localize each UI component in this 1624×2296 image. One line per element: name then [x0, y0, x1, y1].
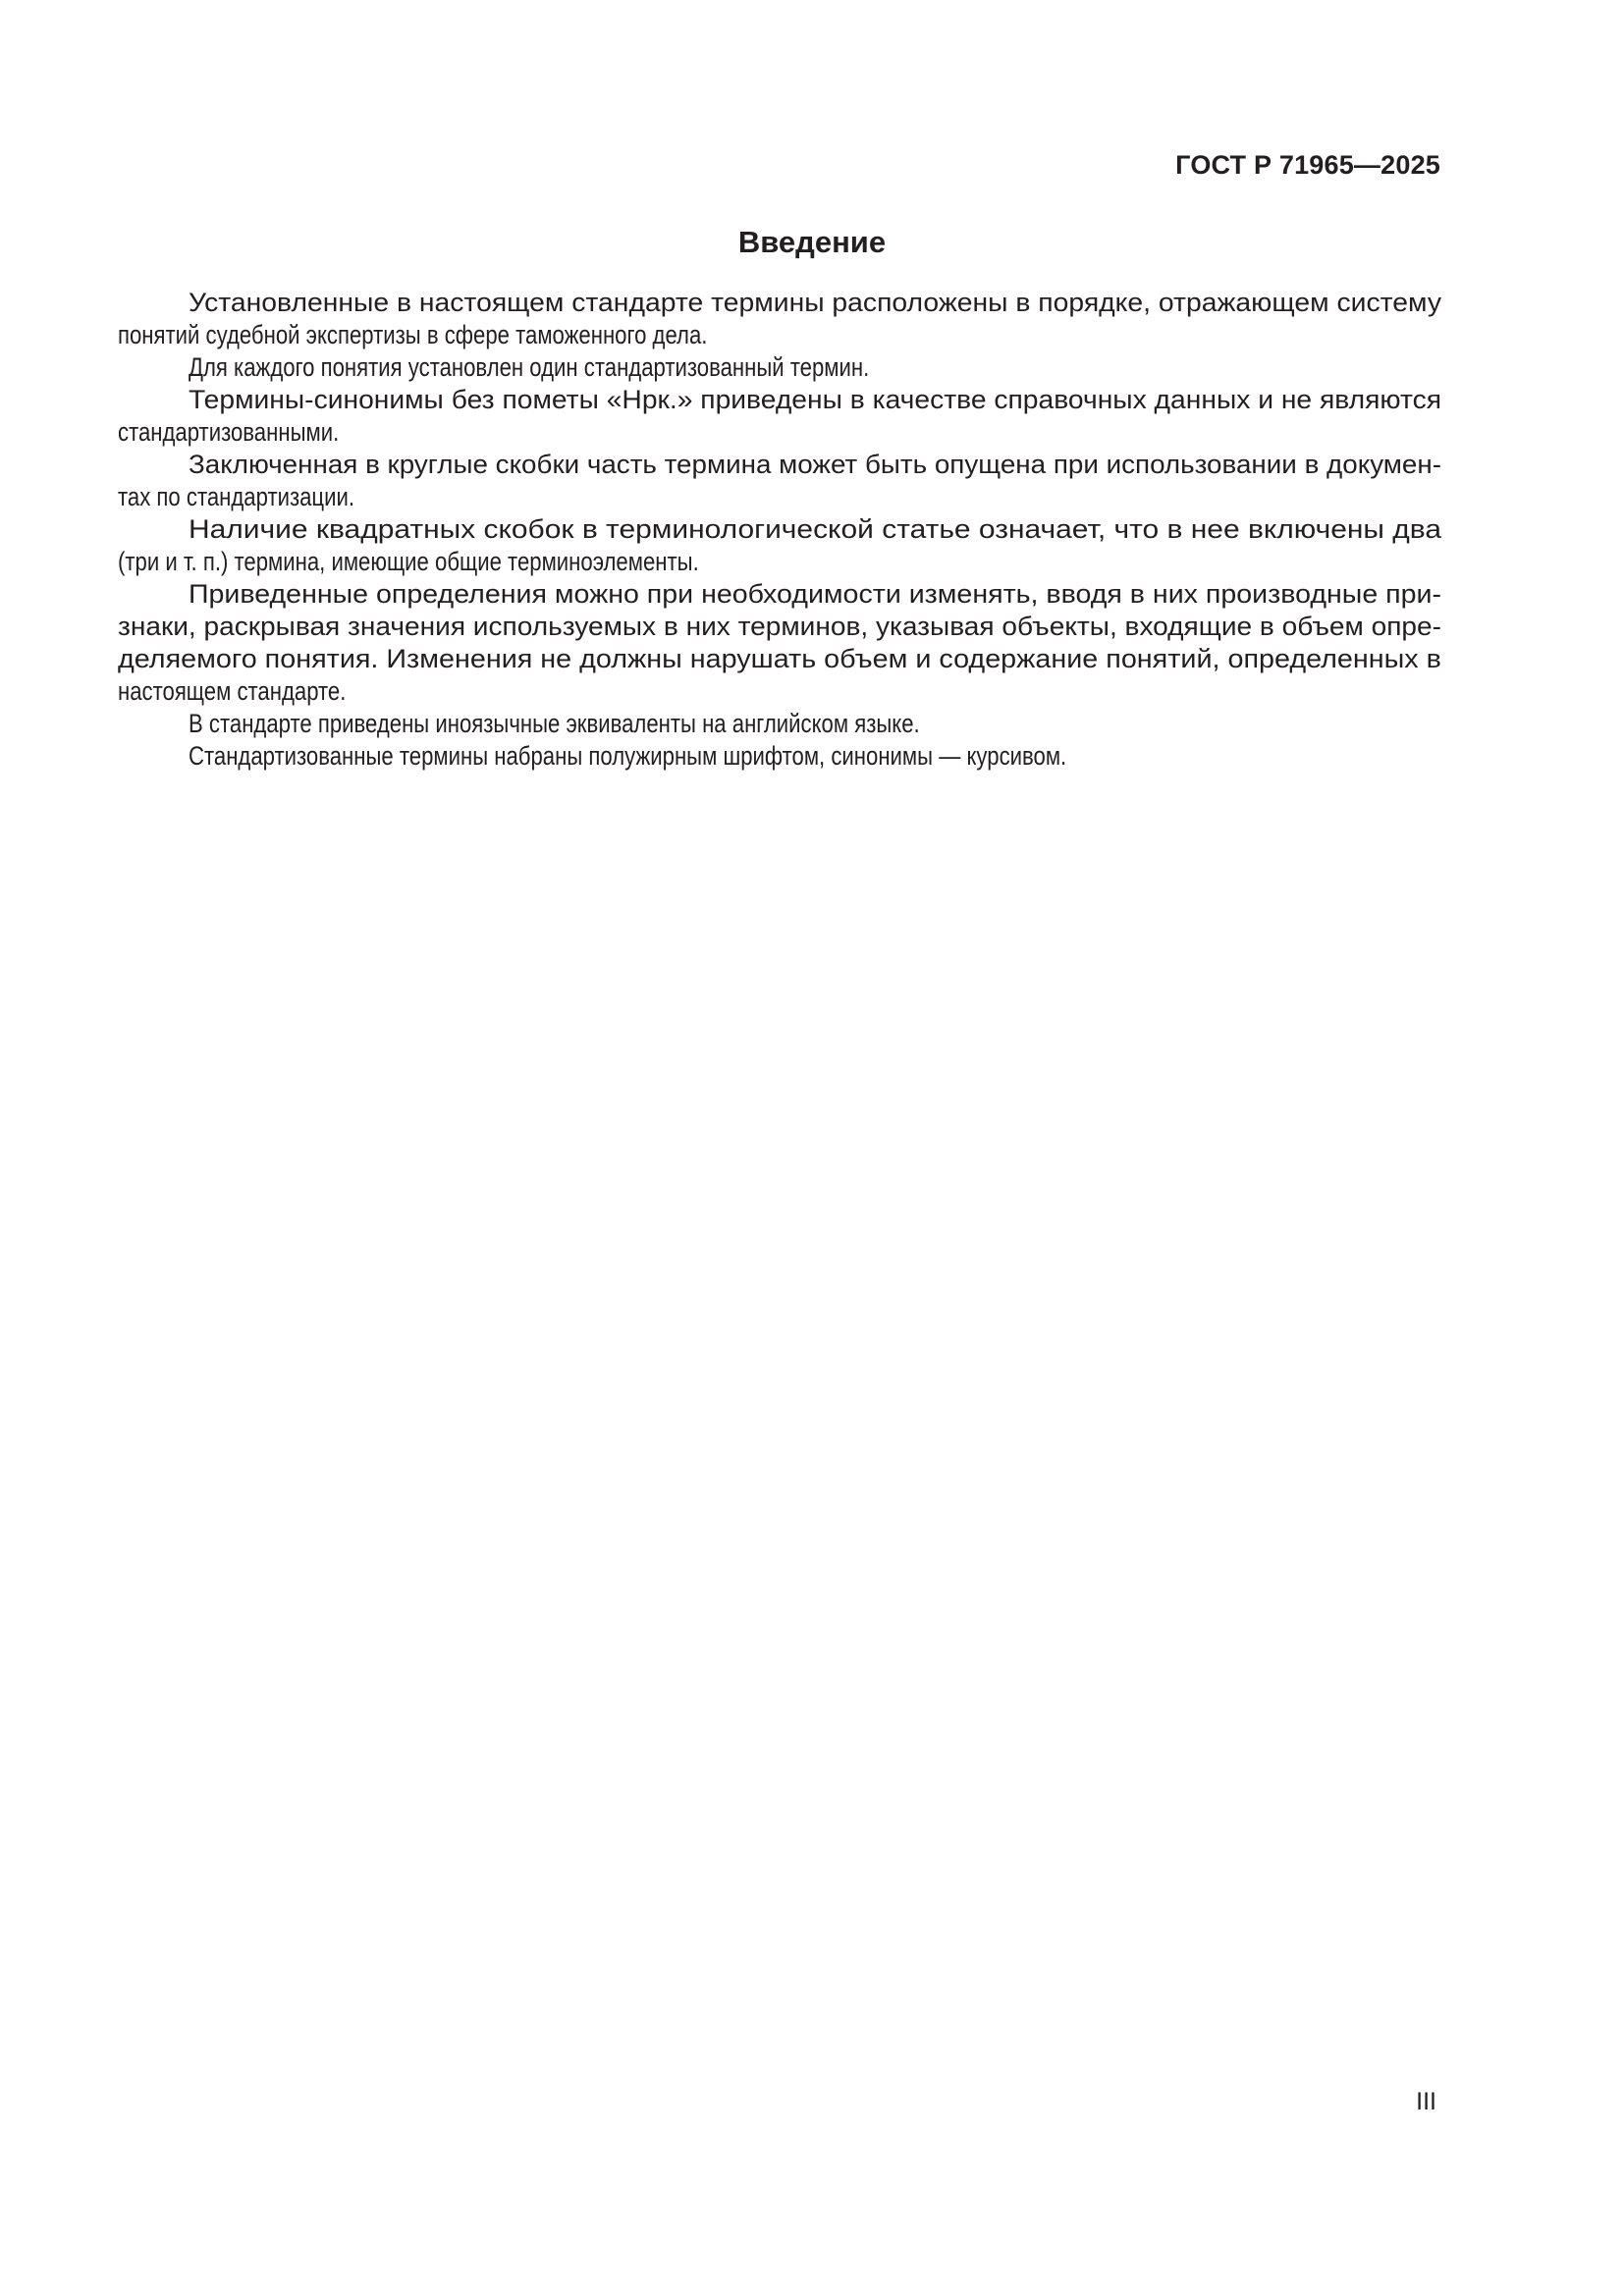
text-line: Заключенная в круглые скобки часть термина может быть опущена при использовании в докумен- — [189, 450, 1441, 479]
text-line: стандартизованными. — [118, 417, 340, 447]
paragraph — [118, 578, 1441, 708]
paragraph — [118, 740, 1441, 773]
introduction-body — [118, 287, 1441, 773]
paragraph — [118, 287, 1441, 351]
text-line: Для каждого понятия установлен один стандартизованный термин. — [189, 352, 870, 382]
paragraph — [118, 708, 1441, 740]
text-line: тах по стандартизации. — [118, 482, 354, 511]
text-line: понятий судебной экспертизы в сфере таможенного дела. — [118, 320, 708, 349]
paragraph — [118, 449, 1441, 513]
text-line: В стандарте приведены иноязычные эквиваленты на английском языке. — [189, 709, 920, 738]
text-line: Термины-синонимы без пометы «Нрк.» приведены в качестве справочных данных и не являются — [189, 385, 1442, 414]
page-number: III — [1416, 2088, 1436, 2115]
text-line: Стандартизованные термины набраны полужирным шрифтом, синонимы — курсивом. — [189, 741, 1067, 771]
document-id-header: ГОСТ Р 71965—2025 — [1175, 150, 1440, 180]
text-line: деляемого понятия. Изменения не должны нарушать объем и содержание понятий, определенных в — [118, 644, 1441, 673]
text-line: Установленные в настоящем стандарте термины расположены в порядке, отражающем систему — [189, 288, 1441, 317]
paragraph — [118, 384, 1441, 449]
paragraph — [118, 513, 1441, 578]
paragraph — [118, 351, 1441, 384]
text-line: Наличие квадратных скобок в терминологической статье означает, что в нее включены два — [189, 514, 1442, 544]
text-line: (три и т. п.) термина, имеющие общие терминоэлементы. — [118, 547, 699, 576]
text-line: Приведенные определения можно при необходимости изменять, вводя в них производные при- — [189, 579, 1442, 609]
text-line: настоящем стандарте. — [118, 676, 347, 706]
section-title: Введение — [737, 225, 887, 259]
text-line: знаки, раскрывая значения используемых в них терминов, указывая объекты, входящие в объем опре- — [118, 612, 1441, 641]
